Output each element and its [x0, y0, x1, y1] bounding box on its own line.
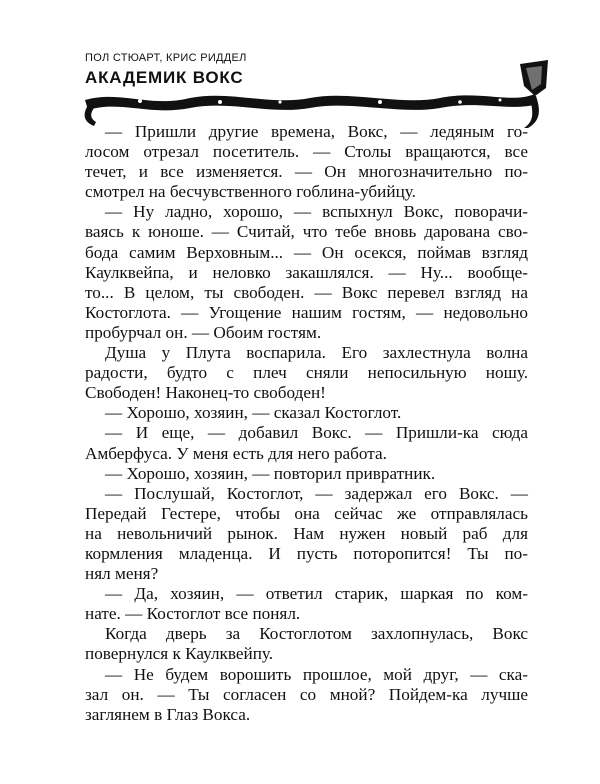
text-line: Каулквейпа, и неловко закашлялся. — Ну... вообще- — [85, 262, 528, 282]
text-line: — Пришли другие времена, Вокс, — ледяным го- — [105, 122, 528, 141]
text-line: Костоглота. — Угощение нашим гостям, — недовольно — [85, 302, 528, 322]
paragraph — [85, 624, 528, 664]
text-line: ваясь к юноше. — Считай, что тебе вновь дарована сво- — [85, 222, 528, 242]
text-line: — Не будем ворошить прошлое, мой друг, — ска- — [105, 664, 528, 684]
text-line: бода самим Верховным... — Он осекся, поймав взгляд — [85, 242, 528, 262]
decorative-ornament-icon — [80, 60, 555, 130]
text-line: Передай Гестере, чтобы она сейчас же отправлялась — [85, 503, 528, 523]
text-line: — Да, хозяин, — ответил старик, шаркая по ком- — [105, 584, 528, 604]
text-line: — Послушай, Костоглот, — задержал его Вокс. — — [105, 483, 528, 503]
paragraph — [85, 403, 528, 423]
paragraph — [85, 464, 528, 484]
text-line: пробурчал он. — Обоим гостям. — [85, 322, 322, 342]
text-line: — Хорошо, хозяин, — сказал Костоглот. — [105, 403, 402, 423]
text-line: нате. — Костоглот все понял. — [85, 604, 301, 624]
text-line: — И еще, — добавил Вокс. — Пришли-ка сюда — [105, 423, 528, 443]
text-line: на невольничий рынок. Нам нужен новый раб для — [85, 523, 528, 543]
paragraph — [85, 584, 528, 624]
text-line: смотрел на бесчувственного гоблина-убийцу. — [85, 182, 416, 202]
page-body-text — [85, 122, 528, 725]
running-header-authors: ПОЛ СТЮАРТ, КРИС РИДДЕЛ — [85, 52, 247, 64]
paragraph — [85, 484, 528, 584]
text-line: течет, и все изменяется. — Он многозначительно по- — [85, 162, 528, 182]
text-line: то... В целом, ты свободен. — Вокс перевел взгляд на — [85, 282, 528, 302]
text-line: заглянем в Глаз Вокса. — [85, 704, 251, 724]
text-line: — Хорошо, хозяин, — повторил привратник. — [105, 463, 436, 483]
paragraph — [85, 343, 528, 403]
text-line: повернулся к Каулквейпу. — [85, 644, 274, 664]
text-line: — Ну ладно, хорошо, — вспыхнул Вокс, поворачи- — [105, 202, 528, 222]
text-line: лосом отрезал посетитель. — Столы вращаются, все — [85, 142, 528, 162]
paragraph — [85, 423, 528, 463]
text-line: Амберфуса. У меня есть для него работа. — [85, 443, 387, 463]
text-line: зал он. — Ты согласен со мной? Пойдем-ка лучше — [85, 684, 528, 704]
text-line: нял меня? — [85, 564, 159, 584]
paragraph — [85, 202, 528, 343]
text-line: радости, будто с плеч сняли непосильную ношу. — [85, 363, 528, 383]
text-line: Душа у Плута воспарила. Его захлестнула волна — [105, 343, 528, 363]
text-line: Свободен! Наконец-то свободен! — [85, 383, 326, 403]
text-line: Когда дверь за Костоглотом захлопнулась, Вокс — [105, 624, 528, 644]
text-line: кормления младенца. И пусть поторопится! Ты по- — [85, 543, 528, 563]
paragraph — [85, 122, 528, 202]
paragraph — [85, 665, 528, 725]
running-header-title: АКАДЕМИК ВОКС — [85, 68, 244, 87]
